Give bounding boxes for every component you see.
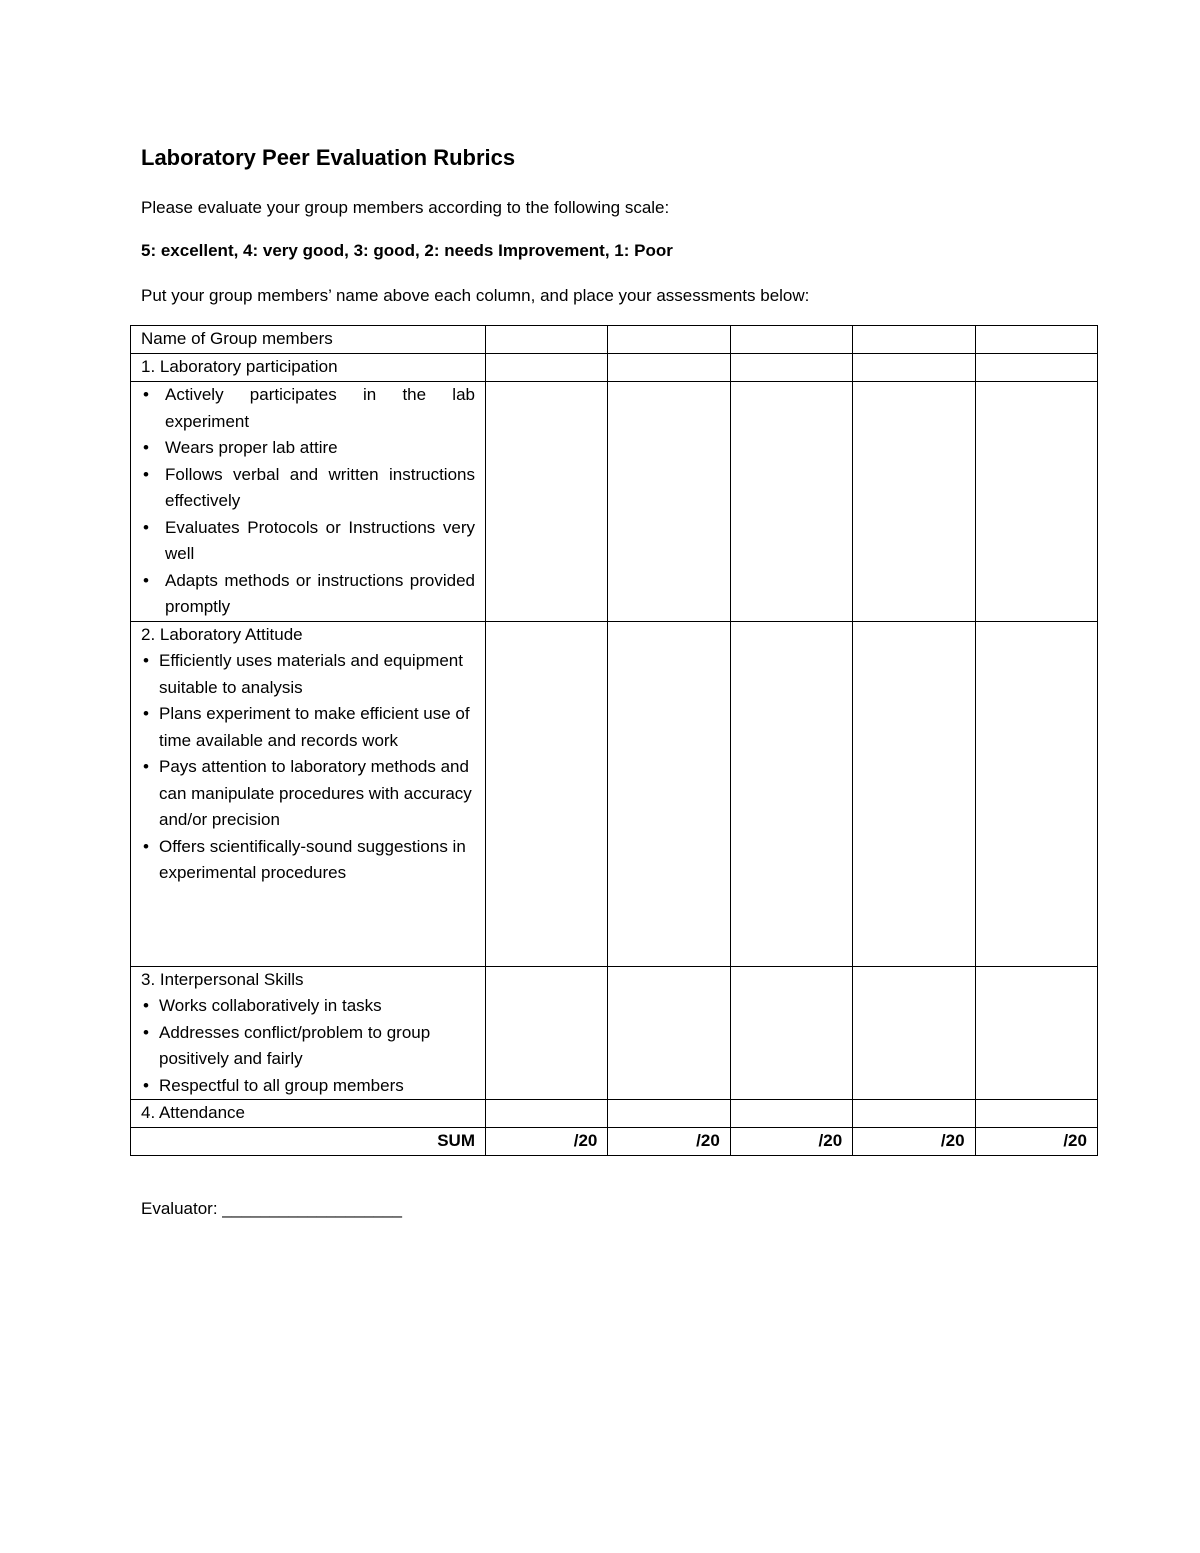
criteria-item: • Offers scientifically-sound suggestions in experimental procedures	[141, 834, 475, 887]
criteria-item: • Follows verbal and written instructions effectively	[141, 462, 475, 515]
score-cell[interactable]	[730, 354, 852, 382]
section-1-title-row	[131, 354, 1098, 382]
score-cell[interactable]	[486, 1100, 608, 1128]
score-cell[interactable]	[730, 382, 852, 622]
score-cell[interactable]	[853, 1100, 975, 1128]
criteria-item: • Adapts methods or instructions provided promptly	[141, 568, 475, 621]
section-3-row	[131, 966, 1098, 1100]
header-label-cell: Name of Group members	[131, 326, 486, 354]
member-name-cell[interactable]	[608, 326, 730, 354]
criteria-cell	[131, 966, 486, 1100]
score-cell[interactable]	[853, 621, 975, 966]
criteria-cell	[131, 621, 486, 966]
sum-row	[131, 1128, 1098, 1156]
sum-value[interactable]: /20	[853, 1128, 975, 1156]
sum-label: SUM	[131, 1128, 486, 1156]
criteria-item: • Wears proper lab attire	[141, 435, 475, 462]
score-cell[interactable]	[975, 382, 1097, 622]
score-cell[interactable]	[608, 1100, 730, 1128]
criteria-item: • Actively participates in the lab experiment	[141, 382, 475, 435]
score-cell[interactable]	[608, 966, 730, 1100]
section-title: 1. Laboratory participation	[131, 354, 486, 382]
criteria-item: • Evaluates Protocols or Instructions very well	[141, 515, 475, 568]
section-title: 4. Attendance	[131, 1100, 486, 1128]
member-name-cell[interactable]	[853, 326, 975, 354]
sum-value[interactable]: /20	[486, 1128, 608, 1156]
section-2-row	[131, 621, 1098, 966]
score-cell[interactable]	[486, 966, 608, 1100]
sum-value[interactable]: /20	[730, 1128, 852, 1156]
score-cell[interactable]	[853, 382, 975, 622]
score-cell[interactable]	[608, 621, 730, 966]
sum-value[interactable]: /20	[608, 1128, 730, 1156]
header-row	[131, 326, 1098, 354]
instructions-text: Put your group members’ name above each column, and place your assessments below:	[141, 286, 810, 305]
member-name-cell[interactable]	[730, 326, 852, 354]
score-cell[interactable]	[486, 382, 608, 622]
criteria-list	[141, 382, 475, 621]
score-cell[interactable]	[608, 382, 730, 622]
criteria-cell	[131, 382, 486, 622]
section-title: 3. Interpersonal Skills	[141, 969, 304, 989]
score-cell[interactable]	[608, 354, 730, 382]
document-title: Laboratory Peer Evaluation Rubrics	[141, 145, 516, 170]
evaluation-table	[130, 325, 1098, 1156]
score-cell[interactable]	[853, 354, 975, 382]
score-cell[interactable]	[975, 621, 1097, 966]
score-cell[interactable]	[486, 621, 608, 966]
section-4-row	[131, 1100, 1098, 1128]
criteria-list	[141, 648, 475, 887]
member-name-cell[interactable]	[486, 326, 608, 354]
criteria-item: • Efficiently uses materials and equipment suitable to analysis	[141, 648, 475, 701]
evaluator-line[interactable]: Evaluator: ___________________	[141, 1199, 402, 1218]
section-1-criteria-row	[131, 382, 1098, 622]
criteria-list	[141, 993, 475, 1099]
intro-text: Please evaluate your group members according to the following scale:	[141, 198, 670, 217]
score-cell[interactable]	[975, 966, 1097, 1100]
score-cell[interactable]	[975, 1100, 1097, 1128]
score-cell[interactable]	[730, 621, 852, 966]
criteria-item: • Respectful to all group members	[141, 1073, 475, 1100]
score-cell[interactable]	[975, 354, 1097, 382]
score-cell[interactable]	[853, 966, 975, 1100]
section-title: 2. Laboratory Attitude	[141, 624, 303, 644]
member-name-cell[interactable]	[975, 326, 1097, 354]
criteria-item: • Pays attention to laboratory methods and can manipulate procedures with accuracy and/or precision	[141, 754, 475, 834]
score-cell[interactable]	[730, 966, 852, 1100]
criteria-item: • Works collaboratively in tasks	[141, 993, 475, 1020]
score-cell[interactable]	[730, 1100, 852, 1128]
criteria-item: • Plans experiment to make efficient use of time available and records work	[141, 701, 475, 754]
sum-value[interactable]: /20	[975, 1128, 1097, 1156]
score-cell[interactable]	[486, 354, 608, 382]
rating-scale: 5: excellent, 4: very good, 3: good, 2: needs Improvement, 1: Poor	[141, 241, 673, 260]
criteria-item: • Addresses conflict/problem to group positively and fairly	[141, 1020, 475, 1073]
